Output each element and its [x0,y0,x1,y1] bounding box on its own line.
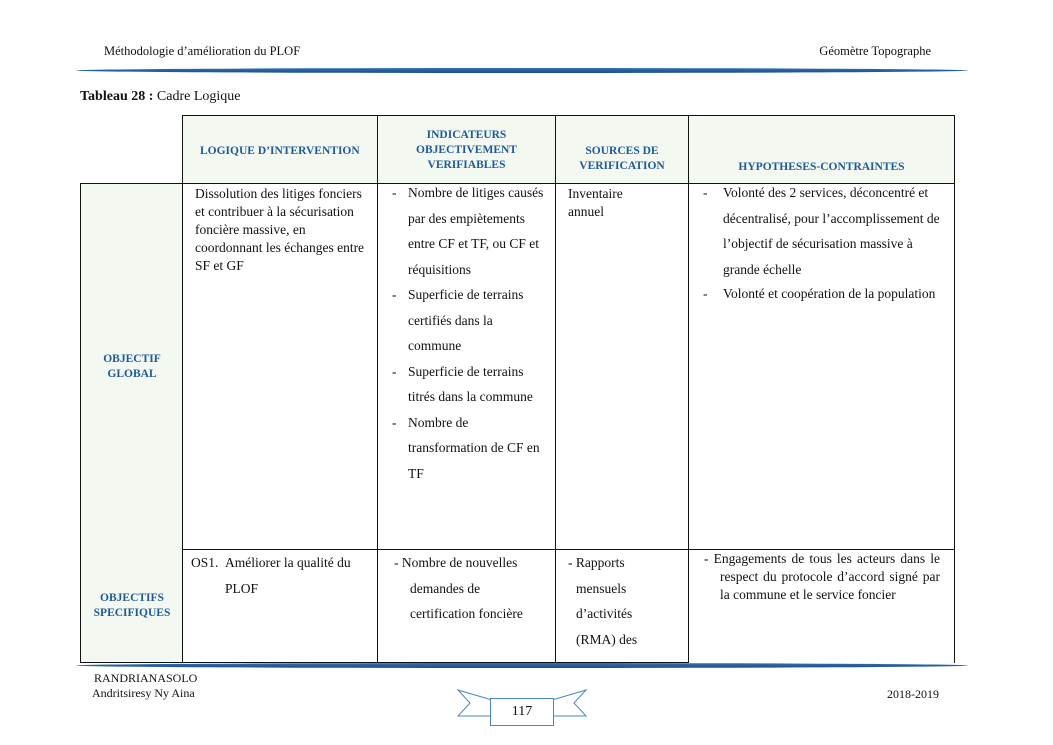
row-label-objectifs-specifiques: OBJECTIFS SPECIFIQUES [80,549,183,663]
list-item: - Superficie de terrains titrés dans la commune [378,359,547,410]
row2-hypotheses-cell: - Engagements de tous les acteurs dans le respect du protocole d’accord signé par la commune et le service foncier [688,549,955,663]
row1-hypotheses-list [689,180,944,303]
logical-framework-table [80,115,955,663]
caption-title: Cadre Logique [156,89,241,104]
row1-sources-cell: Inventaire annuel [555,183,689,550]
list-item: - Nombre de litiges causés par des empiètements entre CF et TF, ou CF et réquisitions [378,180,547,282]
list-item: - Nombre de transformation de CF en TF [378,410,547,487]
header-rule [76,68,968,73]
footer-year: 2018-2019 [887,687,939,701]
row1-indicateurs-list [378,180,547,486]
footer-rule [76,663,968,668]
col-header-hypotheses: HYPOTHESES-CONTRAINTES [688,115,955,184]
row2-indicateurs-cell: - Nombre de nouvelles demandes de certification foncière [377,549,556,663]
list-item: - Volonté des 2 services, déconcentré et décentralisé, pour l’accomplissement de l’objectif de sécurisation massive à grande échelle [689,180,944,282]
table-caption [80,89,240,105]
header-left-title: Méthodologie d’amélioration du PLOF [104,44,301,58]
page-number: 117 [490,698,554,726]
list-item: - Volonté et coopération de la population [689,285,944,303]
list-item: - Superficie de terrains certifiés dans la commune [378,282,547,359]
row1-indicateurs-cell [377,183,556,550]
footer-author: RANDRIANASOLO Andritsiresy Ny Aina [92,671,198,700]
row2-logique-cell [182,549,378,663]
col-header-indicateurs: INDICATEURS OBJECTIVEMENT VERIFIABLES [377,115,556,184]
caption-label: Tableau 28 : [80,89,154,104]
row1-logique-cell: Dissolution des litiges fonciers et contribuer à la sécurisation foncière massive, en coordonnant les échanges entre SF et GF [182,183,378,550]
col-header-sources: SOURCES DE VERIFICATION [555,115,689,184]
col-header-logique: LOGIQUE D’INTERVENTION [182,115,378,184]
row-label-objectif-global: OBJECTIF GLOBAL [80,183,183,550]
os-text: Améliorer la qualité du PLOF [225,555,351,596]
row2-sources-cell: - Rapports mensuels d’activités (RMA) des [555,549,689,663]
row1-hypotheses-cell [688,183,955,550]
os-prefix: OS1. [191,555,219,570]
header-right-title: Géomètre Topographe [819,44,931,58]
